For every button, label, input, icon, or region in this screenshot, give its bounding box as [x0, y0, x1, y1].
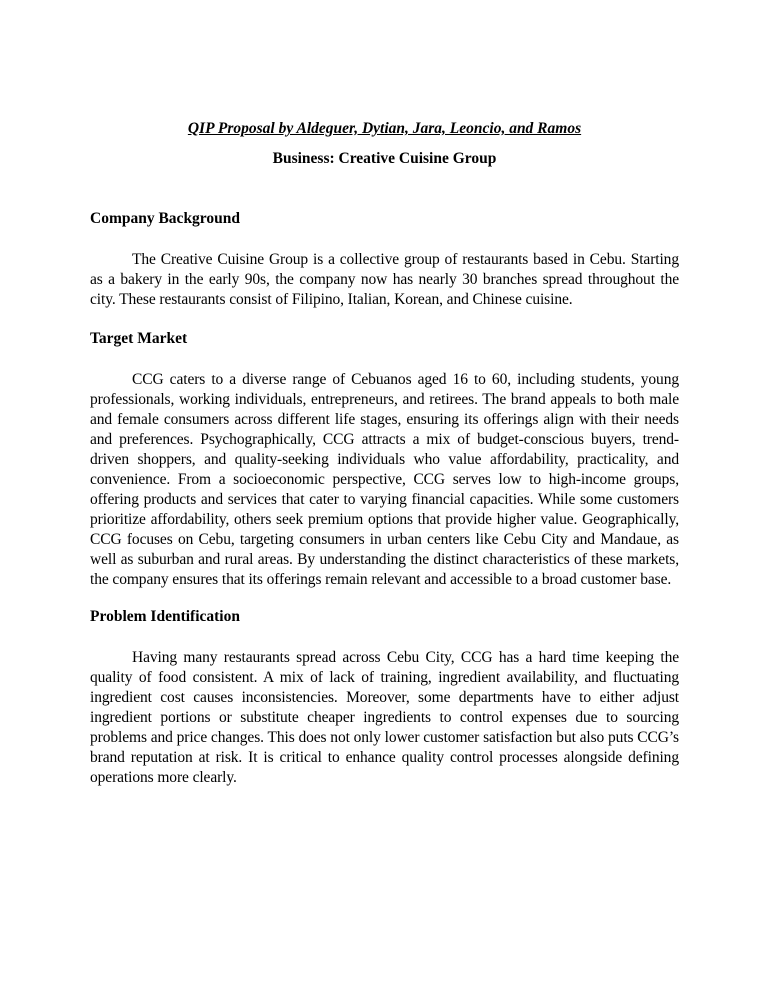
- section-heading-target-market: Target Market: [90, 330, 188, 347]
- section-heading-company-background: Company Background: [90, 210, 241, 227]
- paragraph-problem-identification: Having many restaurants spread across Cebu City, CCG has a hard time keeping the quality of food consistent. A mix of lack of training, ingredient availability, and fluctuating ingredient cost causes inconsistencies. Moreover, some departments have to either adjust ingredient portions or substitute cheaper ingredients to control expenses due to sourcing problems and price changes. This does not only lower customer satisfaction but also puts CCG’s brand reputation at risk. It is critical to enhance quality control processes alongside defining operations more clearly.: [90, 649, 679, 786]
- document-title: QIP Proposal by Aldeguer, Dytian, Jara, Leoncio, and Ramos: [187, 120, 582, 137]
- business-name-heading: Business: Creative Cuisine Group: [272, 150, 497, 167]
- paragraph-target-market: CCG caters to a diverse range of Cebuanos aged 16 to 60, including students, young professionals, working individuals, entrepreneurs, and retirees. The brand appeals to both male and female consumers across different life stages, ensuring its offerings align with their needs and preferences. Psychographically, CCG attracts a mix of budget-conscious buyers, trend-driven shoppers, and quality-seeking individuals who value affordability, practicality, and convenience. From a socioeconomic perspective, CCG serves low to high-income groups, offering products and services that cater to varying financial capacities. While some customers prioritize affordability, others seek premium options that provide higher value. Geographically, CCG focuses on Cebu, targeting consumers in urban centers like Cebu City and Mandaue, as well as suburban and rural areas. By understanding the distinct characteristics of these markets, the company ensures that its offerings remain relevant and accessible to a broad customer base.: [90, 371, 679, 588]
- section-heading-problem-identification: Problem Identification: [90, 608, 240, 625]
- paragraph-company-background: The Creative Cuisine Group is a collective group of restaurants based in Cebu. Starting as a bakery in the early 90s, the company now has nearly 30 branches spread throughout the city. These restaurants consist of Filipino, Italian, Korean, and Chinese cuisine.: [90, 251, 679, 308]
